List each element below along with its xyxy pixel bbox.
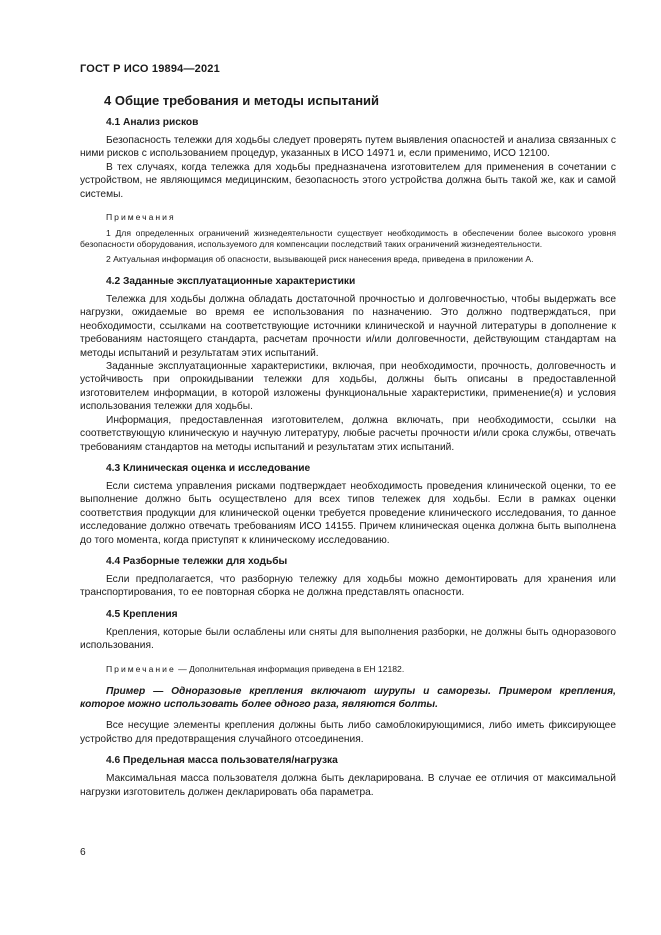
section-4-2-paragraph-1: Тележка для ходьбы должна обладать достаточной прочностью и долговечностью, чтобы выдержать все нагрузки, ожидаемые во время ее использования по назначению. Это должно подтверждаться, при необходимости, ссылками на соответствующие источники клинической и научной литературы в дополнение к требованиям настоящего стандарта, расчетам прочности и/или долговечности, действующим стандартам на методы испытаний и результатам этих испытаний. [80,294,616,359]
page-content [80,93,616,799]
note-1: 1 Для определенных ограничений жизнедеятельности существует необходимость в обеспечении более высокого уровня безопасности оборудования, используемого для компенсации последствий таких ограничений жизнедеятельности. [80,228,616,250]
section-4-2-paragraph-2: Заданные эксплуатационные характеристики, включая, при необходимости, прочность, долговечность и устойчивость при опрокидывании тележки для ходьбы, должны быть описаны в предоставленной изготовителем информации, в которой изложены функциональные характеристики, применение(я) и условия использования тележки для ходьбы. [80,361,616,413]
section-4-1-title: 4.1 Анализ рисков [106,117,199,128]
section-4-5-title: 4.5 Крепления [106,608,178,620]
section-4-4-paragraph-1: Если предполагается, что разборную тележку для ходьбы можно демонтировать для хранения или транспортирования, то ее повторная сборка не должна представлять опасности. [80,573,616,599]
document-page [80,0,616,935]
section-4-3-title: 4.3 Клиническая оценка и исследование [106,462,311,474]
section-4-1-paragraph-2: В тех случаях, когда тележка для ходьбы предназначена изготовителем для применения в сочетании с устройством, не являющимся медицинским, безопасность этого устройства должна быть такой же, как и самой системы. [80,161,616,200]
section-4-3-paragraph-1: Если система управления рисками подтверждает необходимость проведения клинической оценки, то ее выполнение должно быть осуществлено для всех типов тележек для ходьбы. Если в рамках оценки соответствия продукции для клинической оценки требуется проведение клинического исследования, то данное исследование должно отвечать требованиям ИСО 14155. Причем клиническая оценка должна быть выполнена до того момента, когда приступят к клиническому исследованию. [80,480,616,546]
section-4-5-note [106,664,616,675]
note-text: — Дополнительная информация приведена в ЕН 12182. [175,663,405,674]
section-4-2-paragraph-3: Информация, предоставленная изготовителем, должна включать, при необходимости, ссылки на соответствующую клиническую и научную литературу, любые расчеты прочности и/или срока службы, отвечать требованиям стандартов на методы испытаний и результатам этих испытаний. [80,414,616,453]
section-4-1-paragraph-1: Безопасность тележки для ходьбы следует проверять путем выявления опасностей и анализа связанных с ними рисков с использованием процедур, указанных в ИСО 14971 и, если применимо, ИСО 12100. [80,135,616,160]
section-4-5-paragraph-1: Крепления, которые были ослаблены или сняты для выполнения разборки, не должны быть одноразового использования. [80,626,616,652]
document-code: ГОСТ Р ИСО 19894—2021 [80,63,220,75]
section-4-4-title: 4.4 Разборные тележки для ходьбы [106,555,288,567]
note-2: 2 Актуальная информация об опасности, вызывающей риск нанесения вреда, приведена в приложении А. [106,254,534,265]
section-4-6-paragraph-1: Максимальная масса пользователя должна быть декларирована. В случае ее отличия от максимальной нагрузки изготовитель должен декларировать оба параметра. [80,773,616,798]
section-4-5-paragraph-2: Все несущие элементы крепления должны быть либо самоблокирующимися, либо иметь фиксирующее устройство для предотвращения случайного отсоединения. [80,720,616,745]
section-4-6-title: 4.6 Предельная масса пользователя/нагрузка [106,755,338,767]
note-label: Примечание [106,663,176,674]
section-4-5-example: Пример — Одноразовые крепления включают шурупы и саморезы. Примером крепления, которое можно использовать более одного раза, являются болты. [80,685,616,710]
section-4-title: 4 Общие требования и методы испытаний [104,93,380,108]
notes-heading: Примечания [106,212,176,223]
page-number: 6 [80,847,86,858]
section-4-2-title: 4.2 Заданные эксплуатационные характеристики [106,276,356,288]
